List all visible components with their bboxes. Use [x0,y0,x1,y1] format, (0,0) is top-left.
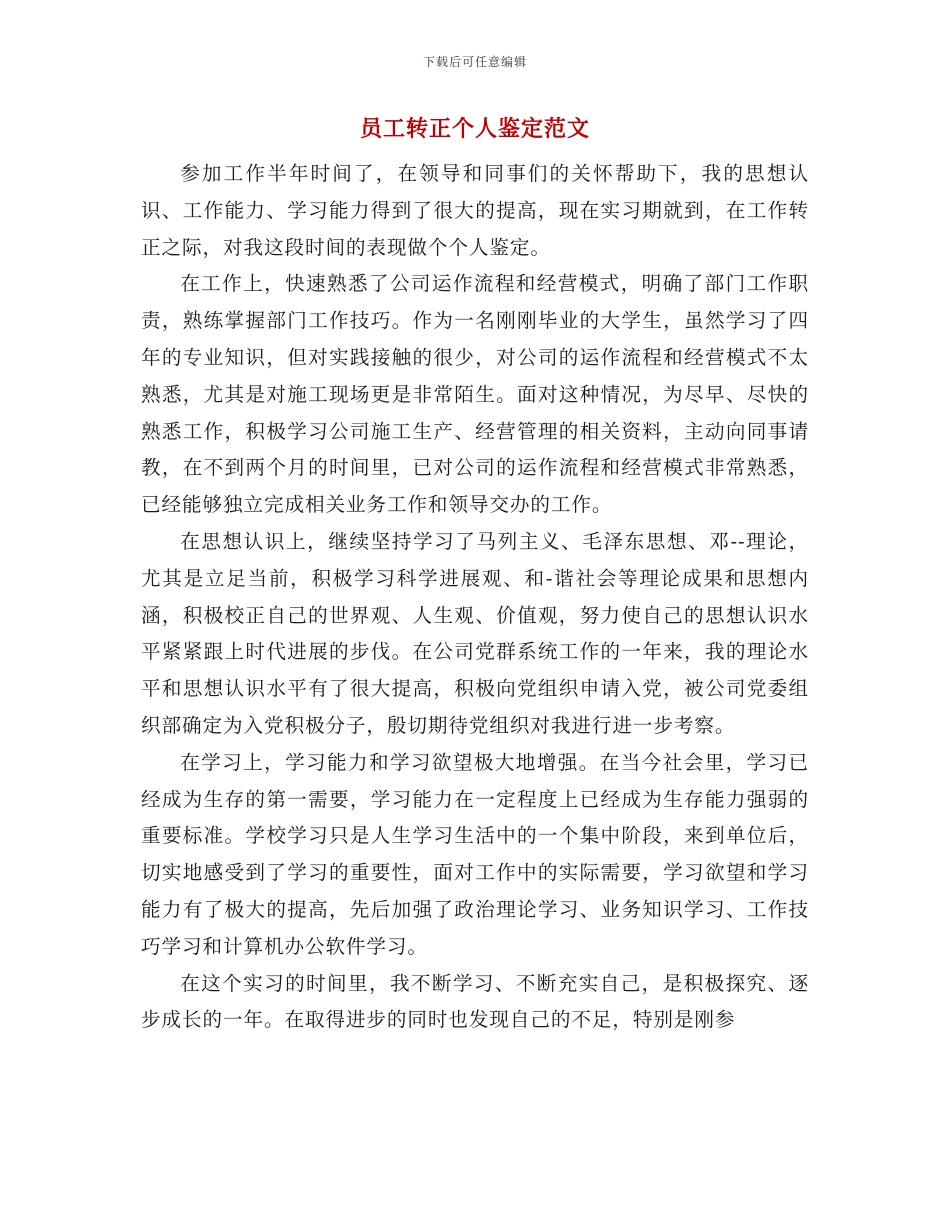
paragraph-ideology: 在思想认识上，继续坚持学习了马列主义、毛泽东思想、邓--理论，尤其是立足当前，积极学习科学进展观、和-谐社会等理论成果和思想内涵，积极校正自己的世界观、人生观、价值观，努力使自己的思想认识水平紧紧跟上时代进展的步伐。在公司党群系统工作的一年来，我的理论水平和思想认识水平有了很大提高，积极向党组织申请入党，被公司党委组织部确定为入党积极分子，殷切期待党组织对我进行进一步考察。 [141,529,809,737]
header-note: 下载后可任意编辑 [422,55,527,69]
paragraph-growth: 在这个实习的时间里，我不断学习、不断充实自己，是积极探究、逐步成长的一年。在取得进步的同时也发现自己的不足，特别是刚参 [141,971,809,1032]
paragraph-intro: 参加工作半年时间了，在领导和同事们的关怀帮助下，我的思想认识、工作能力、学习能力得到了很大的提高，现在实习期就到，在工作转正之际，对我这段时间的表现做个个人鉴定。 [141,162,809,259]
document-body [141,156,809,1039]
document-title: 员工转正个人鉴定范文 [359,116,590,142]
paragraph-study: 在学习上，学习能力和学习欲望极大地增强。在当今社会里，学习已经成为生存的第一需要，学习能力在一定程度上已经成为生存能力强弱的重要标准。学校学习只是人生学习生活中的一个集中阶段，来到单位后，切实地感受到了学习的重要性，面对工作中的实际需要，学习欲望和学习能力有了极大的提高，先后加强了政治理论学习、业务知识学习、工作技巧学习和计算机办公软件学习。 [141,750,809,958]
paragraph-work: 在工作上，快速熟悉了公司运作流程和经营模式，明确了部门工作职责，熟练掌握部门工作技巧。作为一名刚刚毕业的大学生，虽然学习了四年的专业知识，但对实践接触的很少，对公司的运作流程和经营模式不太熟悉，尤其是对施工现场更是非常陌生。面对这种情况，为尽早、尽快的熟悉工作，积极学习公司施工生产、经营管理的相关资料，主动向同事请教，在不到两个月的时间里，已对公司的运作流程和经营模式非常熟悉，已经能够独立完成相关业务工作和领导交办的工作。 [141,272,809,517]
